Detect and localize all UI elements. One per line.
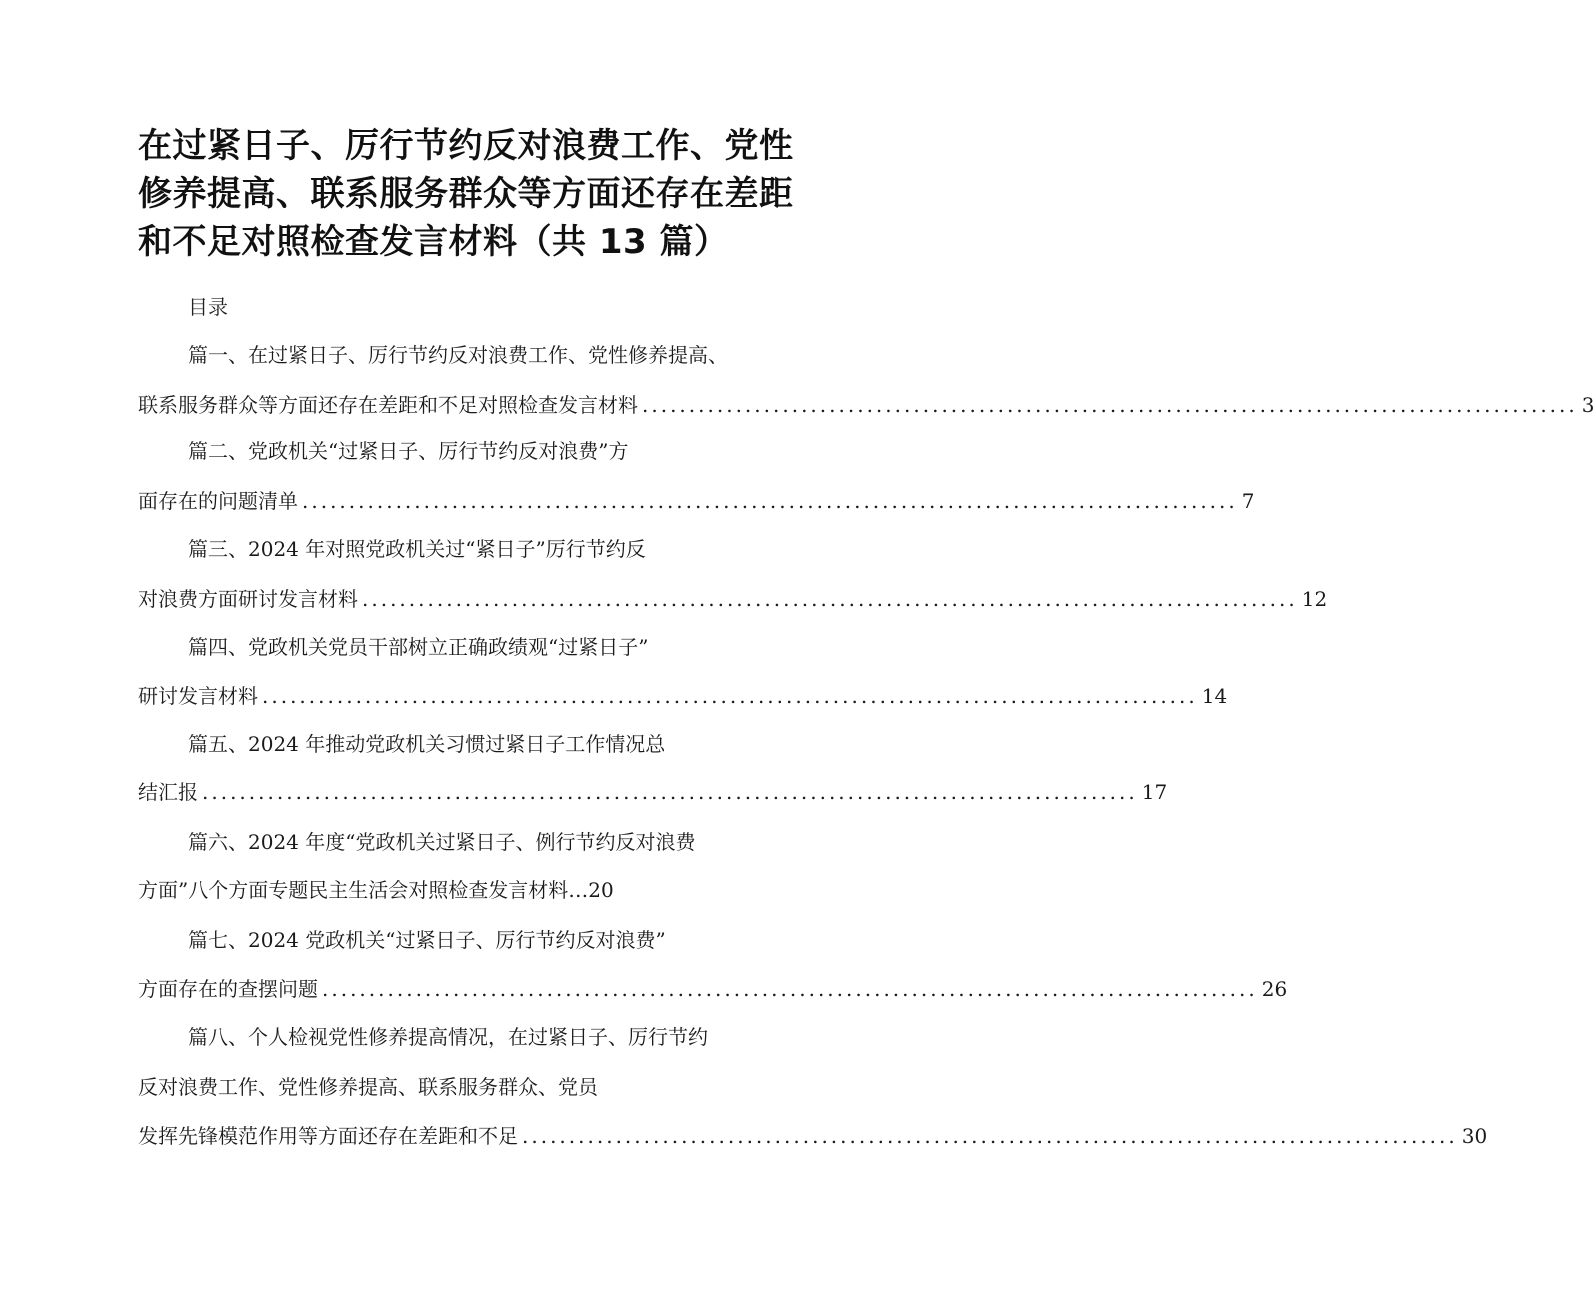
toc-entry-3-last[interactable] bbox=[138, 583, 1328, 615]
document-title bbox=[138, 122, 794, 266]
toc-entry-8-line: 篇八、个人检视党性修养提高情况，在过紧日子、厉行节约 bbox=[188, 1025, 708, 1049]
toc-leader-dots: .................................................................................................... bbox=[262, 684, 1198, 708]
toc-leader-dots: .................................................................................................... bbox=[202, 780, 1138, 804]
toc-entry-5-last[interactable] bbox=[138, 776, 1168, 808]
title-line: 修养提高、联系服务群众等方面还存在差距 bbox=[138, 174, 794, 214]
toc-entry-2-last[interactable] bbox=[138, 485, 1255, 517]
toc-leader-dots: .................................................................................................... bbox=[302, 489, 1238, 513]
toc-entry-1-line: 篇一、在过紧日子、厉行节约反对浪费工作、党性修养提高、 bbox=[188, 343, 728, 367]
toc-entry-text: 研讨发言材料 bbox=[138, 684, 258, 708]
toc-page-number: 12 bbox=[1301, 587, 1328, 611]
toc-leader-dots: .................................................................................................... bbox=[642, 393, 1578, 417]
toc-entry-2-line: 篇二、党政机关“过紧日子、厉行节约反对浪费”方 bbox=[188, 439, 629, 463]
toc-leader-dots: .................................................................................................... bbox=[362, 587, 1298, 611]
toc-entry-7-line: 篇七、2024 党政机关“过紧日子、厉行节约反对浪费” bbox=[188, 928, 666, 952]
toc-entry-text: 联系服务群众等方面还存在差距和不足对照检查发言材料 bbox=[138, 393, 638, 417]
toc-entry-6-line: 篇六、2024 年度“党政机关过紧日子、例行节约反对浪费 bbox=[188, 830, 696, 854]
toc-page-number: 7 bbox=[1241, 489, 1255, 513]
toc-page-number: 26 bbox=[1261, 977, 1288, 1001]
toc-page-number: 14 bbox=[1201, 684, 1228, 708]
toc-page-number: 17 bbox=[1141, 780, 1168, 804]
toc-entry-1-last[interactable] bbox=[138, 389, 1594, 421]
toc-entry-5-line: 篇五、2024 年推动党政机关习惯过紧日子工作情况总 bbox=[188, 732, 666, 756]
toc-heading: 目录 bbox=[188, 295, 228, 319]
toc-entry-8-last[interactable] bbox=[138, 1120, 1488, 1152]
toc-leader-dots: .................................................................................................... bbox=[522, 1124, 1458, 1148]
toc-page-number: 3 bbox=[1581, 393, 1594, 417]
toc-entry-3-line: 篇三、2024 年对照党政机关过“紧日子”厉行节约反 bbox=[188, 537, 646, 561]
toc-entry-text: 方面存在的查摆问题 bbox=[138, 977, 318, 1001]
toc-entry-text: 对浪费方面研讨发言材料 bbox=[138, 587, 358, 611]
title-line: 在过紧日子、厉行节约反对浪费工作、党性 bbox=[138, 126, 794, 166]
toc-page-number: 30 bbox=[1461, 1124, 1488, 1148]
toc-entry-text: 面存在的问题清单 bbox=[138, 489, 298, 513]
toc-entry-7-last[interactable] bbox=[138, 973, 1288, 1005]
toc-leader-dots: .................................................................................................... bbox=[322, 977, 1258, 1001]
toc-entry-4-line: 篇四、党政机关党员干部树立正确政绩观“过紧日子” bbox=[188, 635, 649, 659]
toc-entry-6-last[interactable]: 方面”八个方面专题民主生活会对照检查发言材料…20 bbox=[138, 878, 614, 902]
toc-entry-8-line: 反对浪费工作、党性修养提高、联系服务群众、党员 bbox=[138, 1075, 598, 1099]
toc-entry-4-last[interactable] bbox=[138, 680, 1228, 712]
toc-entry-text: 发挥先锋模范作用等方面还存在差距和不足 bbox=[138, 1124, 518, 1148]
title-line: 和不足对照检查发言材料（共 13 篇） bbox=[138, 222, 729, 262]
toc-entry-text: 结汇报 bbox=[138, 780, 198, 804]
